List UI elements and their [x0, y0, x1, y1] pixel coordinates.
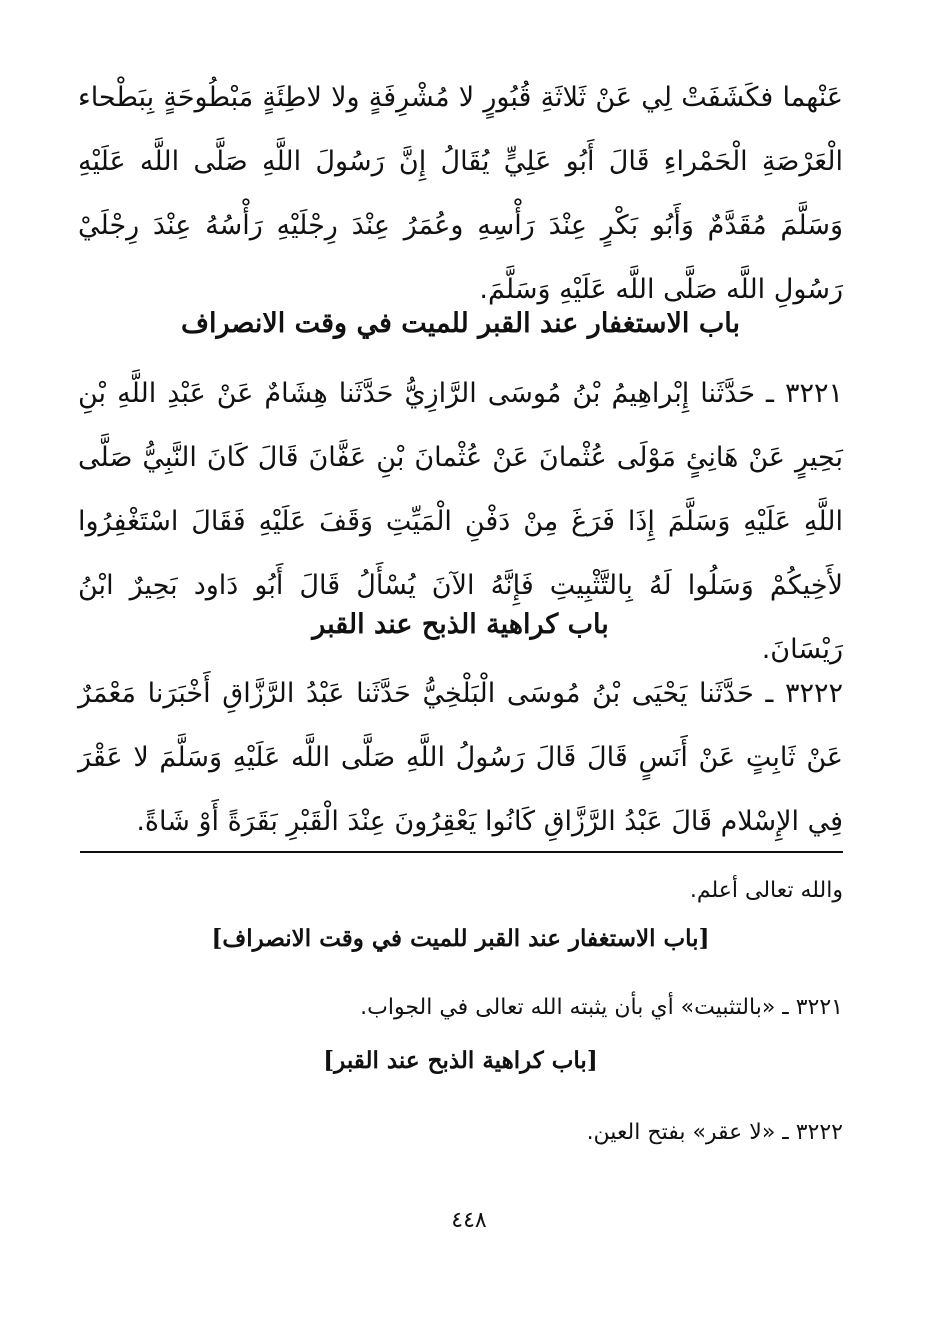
hadith-3222-paragraph: ٣٢٢٢ ـ حَدَّثَنا يَحْيَى بْنُ مُوسَى الْبَلْخِيُّ حَدَّثَنا عَبْدُ الرَّزَّاقِ أَخْبَرَنا مَعْمَرٌ عَنْ ثَابِتٍ عَنْ أَنَسٍ قَالَ قَالَ رَسُولُ اللَّهِ صَلَّى اللَّه عَلَيْهِ وَسَلَّمَ لا عَقْرَ فِي الإِسْلام قَالَ عَبْدُ الرَّزَّاقِ كَانُوا يَعْقِرُونَ عِنْدَ الْقَبْرِ بَقَرَةً أَوْ شَاةً.	[78, 678, 843, 837]
hadith-3221-paragraph: ٣٢٢١ ـ حَدَّثَنا إِبْراهِيمُ بْنُ مُوسَى الرَّازِيُّ حَدَّثَنا هِشَامٌ عَنْ عَبْدِ اللَّهِ بْنِ بَحِيرٍ عَنْ هَانِئٍ مَوْلَى عُثْمانَ عَنْ عُثْمانَ بْنِ عَفَّانَ قَالَ كَانَ النَّبِيُّ صَلَّى اللَّهِ عَلَيْهِ وَسَلَّمَ إِذَا فَرَغَ مِنْ دَفْنِ الْمَيِّتِ وَقَفَ عَلَيْهِ فَقَالَ اسْتَغْفِرُوا لأَخِيكُمْ وَسَلُوا لَهُ بِالتَّثْبِيتِ فَإِنَّهُ الآنَ يُسْأَلُ قَالَ أَبُو دَاود بَحِيرٌ ابْنُ رَيْسَانَ.	[78, 378, 843, 665]
footnote-divider	[80, 851, 843, 853]
note-heading-istighfar: [باب الاستغفار عند القبر للميت في وقت الانصراف]	[211, 925, 710, 952]
chapter-heading-dhabh: باب كراهية الذبح عند القبر	[312, 609, 609, 640]
note-3222: ٣٢٢٢ ـ «لا عقر» بفتح العين.	[586, 1120, 843, 1145]
note-3221: ٣٢٢١ ـ «بالتثبيت» أي بأن يثبته الله تعالى في الجواب.	[360, 995, 843, 1020]
page-number: ٤٤٨	[451, 1208, 487, 1233]
note-heading-dhabh: [باب كراهية الذبح عند القبر]	[323, 1047, 598, 1074]
intro-paragraph: عَنْهما فكَشَفَتْ لِي عَنْ ثَلاثَةِ قُبُورٍ لا مُشْرِفَةٍ ولا لاطِئَةٍ مَبْطُوحَةٍ بِبَطْحاء الْعَرْصَةِ الْحَمْراءِ قَالَ أَبُو عَلِيٍّ يُقَالُ إِنَّ رَسُولَ اللَّهِ صَلَّى اللَّه عَلَيْهِ وَسَلَّمَ مُقَدَّمٌ وَأَبُو بَكْرٍ عِنْدَ رَأْسِهِ وعُمَرُ عِنْدَ رِجْلَيْهِ رَأْسُهُ عِنْدَ رِجْلَيْ رَسُولِ اللَّه صَلَّى اللَّه عَلَيْهِ وَسَلَّمَ.	[78, 82, 843, 305]
closing-phrase: والله تعالى أعلم.	[689, 878, 843, 903]
chapter-heading-istighfar: باب الاستغفار عند القبر للميت في وقت الانصراف	[181, 308, 740, 339]
